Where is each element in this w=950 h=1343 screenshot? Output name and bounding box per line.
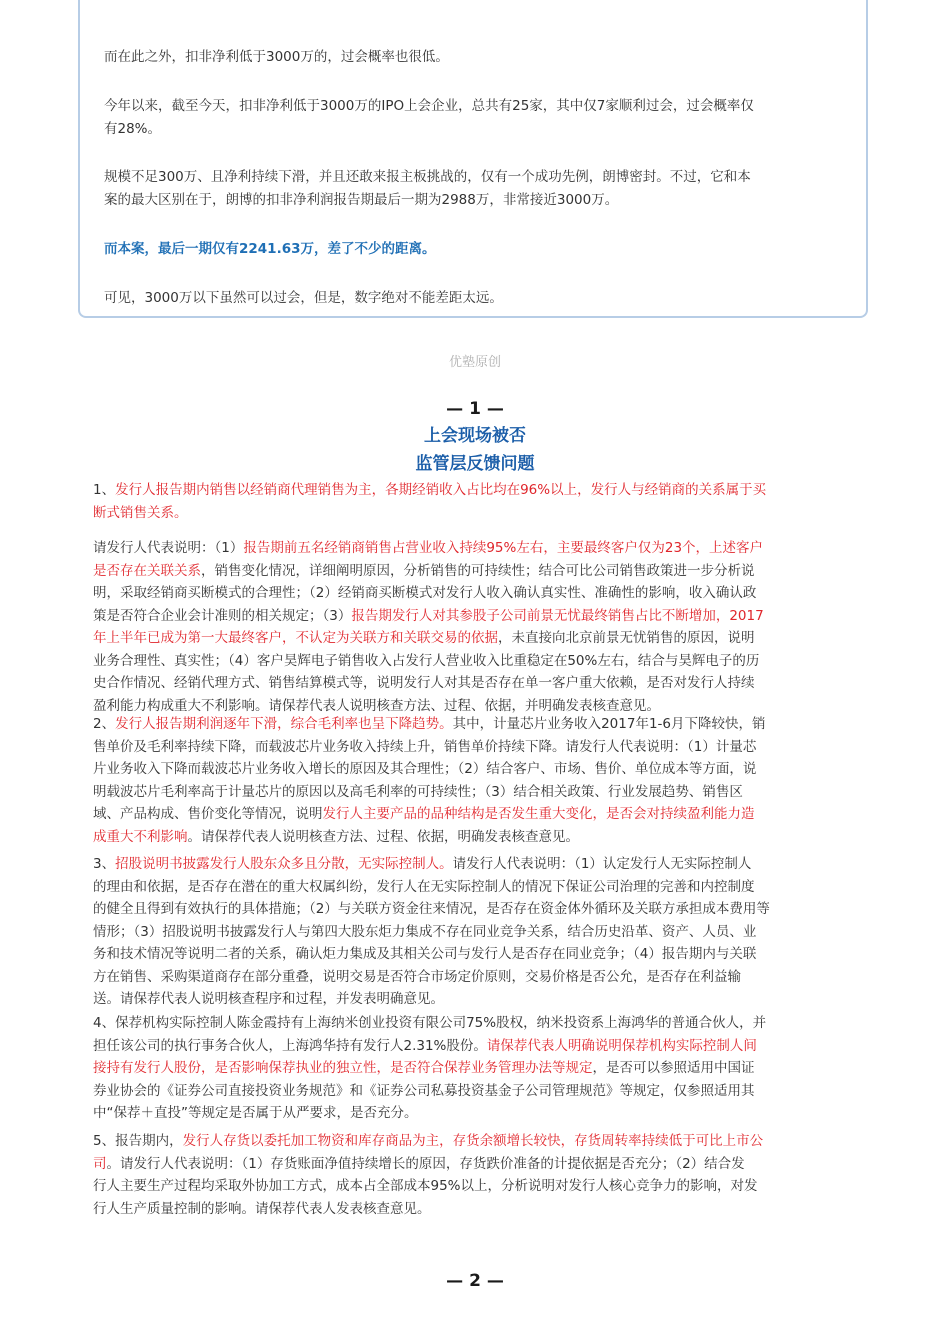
paragraph-line	[93, 1175, 857, 1198]
text-run: 售单价及毛利率持续下降，而载波芯片业务收入持续上升，销售单价持续下降。请发行人代表说明：（1）计量芯	[93, 738, 757, 755]
paragraph-line	[93, 988, 857, 1011]
text-run: ，未直接向北京前景无忧销售的原因，说明	[498, 630, 755, 646]
paragraph-line	[93, 898, 857, 921]
highlighted-text-run: 报告期前五名经销商销售占营业收入持续95%左右，主要最终客户仅为23个，上述客户	[243, 540, 764, 556]
text-run: 案的最大区别在于，朗博的扣非净利润报告期最后一期为2988万，非常接近3000万。	[104, 192, 619, 208]
paragraph-line	[93, 943, 857, 966]
highlighted-text-run: 发行人存货以委托加工物资和库存商品为主，存货余额增长较快，存货周转率持续低于可比上市公	[182, 1133, 764, 1149]
highlighted-text-run: 成重大不利影响	[93, 828, 188, 845]
watermark-text: 优塾原创	[448, 355, 501, 370]
text-run: 业务合理性、真实性；（4）客户昊辉电子销售收入占发行人营业收入比重稳定在50%左右，结合与昊辉电子的历	[93, 652, 760, 669]
box-paragraph-line	[104, 95, 840, 118]
text-run: 3、	[93, 856, 116, 872]
highlighted-text-run: 是否存在关联关系	[93, 562, 201, 579]
section-title-line1: 上会现场被否	[424, 426, 526, 446]
paragraph-line	[93, 826, 857, 849]
paragraph-line	[93, 1057, 857, 1080]
text-run: 担任该公司的执行事务合伙人，上海鸿华持有发行人2.31%股份。	[93, 1037, 487, 1054]
highlighted-text-run: 发行人主要产品的品种结构是否发生重大变化，是否会对持续盈利能力造	[322, 806, 755, 822]
paragraph-line	[93, 560, 857, 583]
text-run: 规模不足300万、且净利持续下滑，并且还敢来报主板挑战的，仅有一个成功先例，朗博密封。不过，它和本	[104, 169, 751, 185]
box-paragraph-line	[104, 46, 840, 69]
text-run: 情形；（3）招股说明书披露发行人与第四大股东炬力集成不存在同业竞争关系，结合历史沿革、资产、人员、业	[93, 923, 757, 940]
paragraph-line	[93, 758, 857, 781]
paragraph-line	[93, 605, 857, 628]
text-run: 行人主要生产过程均采取外协加工方式，成本占全部成本95%以上，分析说明对发行人核心竞争力的影响，对发	[93, 1178, 758, 1194]
text-run: ，是否可以参照适用中国证	[592, 1060, 755, 1076]
text-run: 送。请保荐代表人说明核查程序和过程，并发表明确意见。	[93, 991, 444, 1007]
highlighted-text-run: 年上半年已成为第一大最终客户，不认定为关联方和关联交易的依据	[93, 630, 498, 646]
highlighted-text-run: 请保荐代表人明确说明保荐机构实际控制人间	[486, 1037, 757, 1054]
highlighted-text-run: 接持有发行人股份，是否影响保荐执业的独立性，是否符合保荐业务管理办法等规定	[93, 1060, 593, 1076]
text-run: 盈利能力构成重大不利影响。请保荐代表人说明核查方法、过程、依据，并明确发表核查意见。	[93, 697, 660, 714]
highlighted-text-run: 发行人报告期利润逐年下滑，综合毛利率也呈下降趋势。	[115, 716, 453, 732]
highlighted-text-run: 而本案，最后一期仅有2241.63万，差了不少的距离。	[104, 241, 436, 257]
paragraph-line	[93, 781, 857, 804]
section-title-line2: 监管层反馈问题	[415, 454, 535, 474]
text-run: 1、	[93, 482, 116, 498]
paragraph-line	[93, 876, 857, 899]
text-run: 明载波芯片毛利率高于计量芯片的原因以及高毛利率的可持续性；（3）结合相关政策、行业发展趋势、销售区	[93, 783, 743, 800]
text-run: 行人生产质量控制的影响。请保荐代表人发表核查意见。	[93, 1200, 431, 1217]
paragraph-line	[93, 1198, 857, 1221]
box-paragraph-line	[104, 166, 840, 189]
text-run: 方在销售、采购渠道商存在部分重叠，说明交易是否符合市场定价原则，交易价格是否公允，是否存在利益输	[93, 968, 741, 985]
text-run: 。请保荐代表人说明核查方法、过程、依据，明确发表核查意见。	[187, 828, 579, 845]
text-run: 请发行人代表说明：（1）认定发行人无实际控制人	[452, 856, 752, 872]
text-run: 策是否符合企业会计准则的相关规定；（3）	[93, 607, 352, 624]
text-run: 2、	[93, 716, 116, 732]
text-run: 中“保荐＋直投”等规定是否属于从严要求，是否充分。	[93, 1105, 418, 1121]
text-run: 可见，3000万以下虽然可以过会，但是，数字绝对不能差距太远。	[104, 290, 503, 306]
paragraph-line	[93, 921, 857, 944]
paragraph-line	[93, 650, 857, 673]
paragraph-line	[93, 537, 857, 560]
section-number: — 1 —	[446, 399, 504, 419]
paragraph-line	[93, 582, 857, 605]
box-paragraph-line	[104, 189, 840, 212]
text-run: 5、报告期内，	[93, 1133, 183, 1149]
paragraph-line	[93, 1153, 857, 1176]
text-run: 而在此之外，扣非净利低于3000万的，过会概率也很低。	[104, 49, 449, 65]
page-number: — 2 —	[446, 1271, 504, 1291]
text-run: 有28%。	[104, 121, 162, 137]
text-run: ，销售变化情况，详细阐明原因，分析销售的可持续性；结合可比公司销售政策进一步分析说	[201, 562, 755, 579]
text-run: 明，采取经销商买断模式的合理性；（2）经销商买断模式对发行人收入确认真实性、准确性的影响，收入确认政	[93, 585, 757, 601]
paragraph-line	[93, 966, 857, 989]
highlighted-text-run: 断式销售关系。	[93, 504, 188, 521]
text-run: 其中，计量芯片业务收入2017年1-6月下降较快，销	[452, 716, 766, 732]
paragraph-line	[93, 479, 857, 502]
paragraph-line	[93, 672, 857, 695]
paragraph-line	[93, 502, 857, 525]
text-run: 4、保荐机构实际控制人陈金霞持有上海纳米创业投资有限公司75%股权，纳米投资系上海鸿华的普通合伙人，并	[93, 1015, 767, 1031]
paragraph-line	[93, 627, 857, 650]
box-paragraph-line	[104, 118, 840, 141]
highlighted-text-run: 报告期发行人对其参股子公司前景无忧最终销售占比不断增加，2017	[351, 607, 764, 624]
paragraph-line	[93, 803, 857, 826]
text-run: 务和技术情况等说明二者的关系，确认炬力集成及其相关公司与发行人是否存在同业竞争；（4）报告期内与关联	[93, 946, 757, 962]
text-run: 。请发行人代表说明：（1）存货账面净值持续增长的原因，存货跌价准备的计提依据是否充分；（2）结合发	[106, 1155, 745, 1172]
highlighted-text-run: 招股说明书披露发行人股东众多且分散，无实际控制人。	[115, 856, 453, 872]
text-run: 的理由和依据，是否存在潜在的重大权属纠纷，发行人在无实际控制人的情况下保证公司治理的完善和内控制度	[93, 878, 755, 895]
text-run: 史合作情况、经销代理方式、销售结算模式等，说明发行人对其是否存在单一客户重大依赖，是否对发行人持续	[93, 675, 755, 691]
text-run: 请发行人代表说明：（1）	[93, 540, 244, 556]
paragraph-line	[93, 1102, 857, 1125]
paragraph-line	[93, 1035, 857, 1058]
paragraph-line	[93, 1130, 857, 1153]
paragraph-line	[93, 1080, 857, 1103]
paragraph-line	[93, 1012, 857, 1035]
text-run: 的健全且得到有效执行的具体措施；（2）与关联方资金往来情况，是否存在资金体外循环及关联方承担成本费用等	[93, 901, 770, 917]
paragraph-line	[93, 736, 857, 759]
text-run: 券业协会的《证券公司直接投资业务规范》和《证券公司私募投资基金子公司管理规范》等规定，仅参照适用其	[93, 1082, 755, 1099]
box-paragraph-line	[104, 287, 840, 310]
text-run: 片业务收入下降而载波芯片业务收入增长的原因及其合理性；（2）结合客户、市场、售价、单位成本等方面，说	[93, 761, 757, 777]
text-run: 今年以来，截至今天，扣非净利低于3000万的IPO上会企业，总共有25家，其中仅7家顺利过会，过会概率仅	[104, 98, 754, 114]
text-run: 域、产品构成、售价变化等情况，说明	[93, 806, 323, 822]
box-paragraph-line	[104, 238, 840, 261]
highlighted-text-run: 司	[93, 1155, 107, 1172]
paragraph-line	[93, 853, 857, 876]
paragraph-line	[93, 713, 857, 736]
highlighted-text-run: 发行人报告期内销售以经销商代理销售为主，各期经销收入占比均在96%以上，发行人与经销商的关系属于买	[115, 482, 767, 498]
